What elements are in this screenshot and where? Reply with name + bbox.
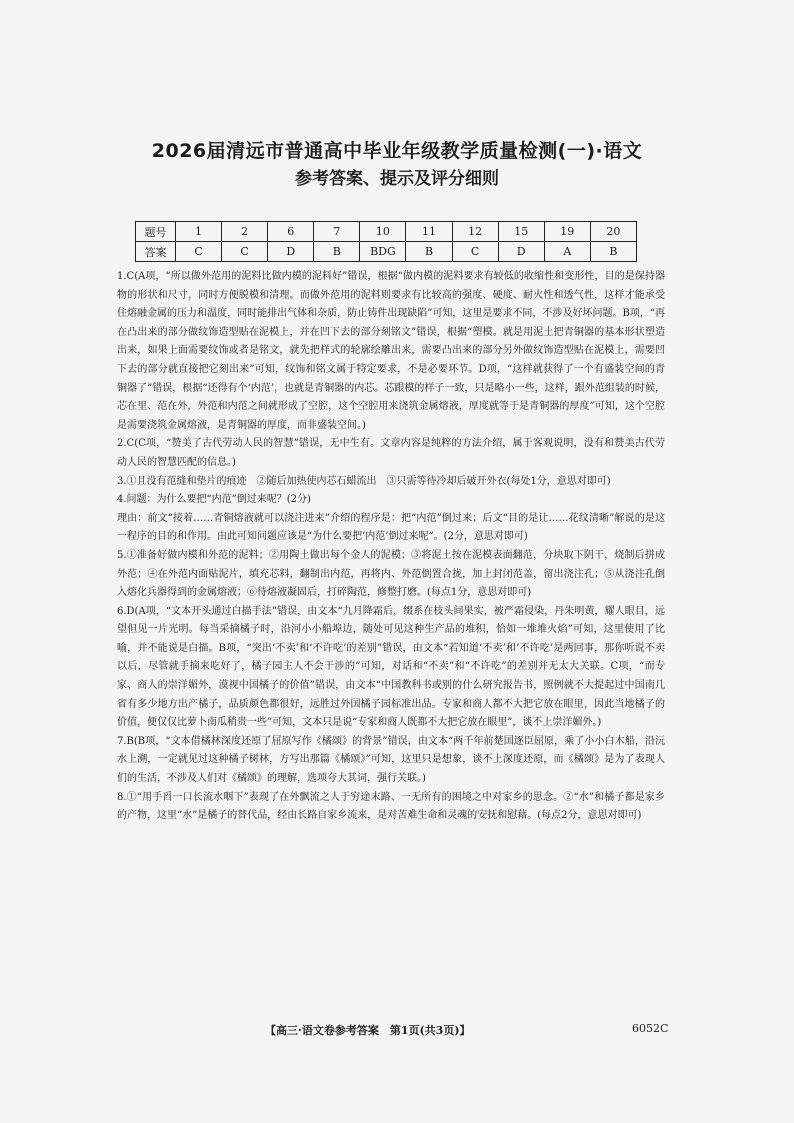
question-1-explanation: 1.C(A项，“所以做外范用的泥料比做内模的泥料好”错误，根据“做内模的泥料要求有较低的收缩性和变形性，目的是保持器物的形状和尺寸，同时方便脱模和清理。而做外范用的泥料则要求有比较高的强度、硬度、耐火性和透气性，这样才能承受住熔融金属的压力和温度，同时能排出气体和杂质，防止铸件出现缺陷”可知，这里是要求不同，不涉及好坏问题。B项，“再在凸出来的部分做纹饰造型贴在泥模上，并在凹下去的部分刻铭文”错误，根据“塑模。就是用泥土把青铜器的基本形状塑造出来，如果上面需要纹饰或者是铭文，就先把样式的轮廓绘雕出来，需要凸出来的部分另外做纹饰造型贴在泥模上，需要凹下去的部分就直接把它刻出来”可知，纹饰和铭文属于特定要求，不是必要环节。D项，“这样就获得了一个有盛装空间的青铜器了”错误，根据“还得有个‘内范’，也就是青铜器的内芯。芯跟模的样子一致，只是略小一些，这样，跟外范组装的时候，芯在里、范在外，外范和内范之间就形成了空腔，这个空腔用来浇筑金属熔液，厚度就等于是青铜器的厚度”可知，这个空腔是需要浇筑金属熔液，是青铜器的厚度，而非盛装空间。)	[117, 271, 665, 431]
question-number: 15	[498, 222, 544, 242]
question-5-explanation: 5.①准备好做内模和外范的泥料；②用陶土做出每个金人的泥模；③将泥土按在泥模表面翻范，分块取下阴干，烧制后拼成外范；④在外范内面贴泥片，填充芯料，翻制出内范，再将内、外范倒置合拢，加上封闭范盖，留出浇注孔；⑤从浇注孔倒入熔化兵器得到的金属熔液；⑥待熔液凝固后，打碎陶范，修整打磨。(每点1分，意思对即可)	[117, 549, 665, 599]
answer-cell: B	[590, 242, 636, 262]
footer-code: 6052C	[632, 1022, 669, 1035]
answer-cell: B	[314, 242, 360, 262]
question-7-explanation: 7.B(B项，“文本借橘林深度还原了屈原写作《橘颂》的背景”错误，由文本“两千年前楚国逐臣屈原，乘了小小白木船，沿沅水上溯，一定就见过这种橘子树林，方写出那篇《橘颂》”可知，这里只是想象，谈不上深度还原，而《橘颂》是为了表现人们的生活，不涉及人们对《橘颂》的理解，选项夸大其词，强行关联。)	[117, 735, 665, 785]
question-number: 7	[314, 222, 360, 242]
row-label: 题号	[136, 222, 176, 242]
answer-row	[136, 242, 637, 262]
answer-cell: BDG	[360, 242, 406, 262]
question-2-explanation: 2.C(C项，“赞美了古代劳动人民的智慧”错误，无中生有。文章内容是纯粹的方法介绍，属于客观说明，没有和赞美古代劳动人民的智慧匹配的信息。)	[117, 438, 665, 468]
question-number: 1	[176, 222, 222, 242]
answer-cell: A	[544, 242, 590, 262]
question-number: 6	[268, 222, 314, 242]
answer-explanations	[117, 268, 665, 826]
question-number: 11	[406, 222, 452, 242]
question-number: 19	[544, 222, 590, 242]
question-3-explanation: 3.①且没有范缝和垫片的痕迹 ②随后加热使内芯石蜡流出 ③只需等待冷却后破开外衣(每处1分，意思对即可)	[117, 475, 611, 487]
question-number: 2	[222, 222, 268, 242]
footer-page-info: 【高三·语文卷参考答案 第1页(共3页)】	[265, 1024, 471, 1037]
question-number: 10	[360, 222, 406, 242]
answer-cell: C	[222, 242, 268, 262]
answer-cell: B	[406, 242, 452, 262]
row-label: 答案	[136, 242, 176, 262]
question-number-row	[136, 222, 637, 242]
answer-cell: D	[268, 242, 314, 262]
answer-table	[135, 221, 637, 262]
answer-cell: D	[498, 242, 544, 262]
question-4-explanation: 4.问题：为什么要把“内范”倒过来呢？(2分) 理由：前文“接着……青铜熔液就可以浇注进来”介绍的程序是：把“内范”倒过来；后文“目的是让……花纹清晰”解说的是这一程序的目的和作用。由此可知问题应该是“为什么要把‘内范’倒过来呢”。(2分，意思对即可)	[117, 494, 665, 543]
page-subtitle: 参考答案、提示及评分细则	[295, 169, 499, 189]
question-number: 20	[590, 222, 636, 242]
answer-cell: C	[176, 242, 222, 262]
question-number: 12	[452, 222, 498, 242]
answer-cell: C	[452, 242, 498, 262]
page-title: 2026届清远市普通高中毕业年级教学质量检测(一)·语文	[151, 140, 643, 162]
question-8-explanation: 8.①“用手舀一口长流水咽下”表现了在外飘流之人于穷途末路、一无所有的困境之中对家乡的思念。②“水”和橘子都是家乡的产物，这里“水”是橘子的替代品，经由长路自家乡流来，是对苦难生命和灵魂的安抚和慰藉。(每点2分，意思对即可)	[117, 791, 665, 822]
question-6-explanation: 6.D(A项，“文本开头通过白描手法”错误，由文本“九月降霜后，缀系在枝头间果实，被严霜侵染，丹朱明黄，耀人眼目，远望但见一片光明。每当采摘橘子时，沿河小小船埠边，随处可见这种生产品的堆积，恰如一堆堆火焰”可知，这里使用了比喻，并不能说是白描。B项，“突出‘不卖’和‘不许吃’的差别”错误，由文本“若知道‘不卖’和‘不许吃’是两回事，那你听说不卖以后，尽管就手摘来吃好了，橘子园主人不会干涉的”可知，对话和“不卖”和“不许吃”的差别并无太大关联。C项，“而专家、商人的崇洋媚外，漠视中国橘子的价值”错误，由文本“中国教科书或别的什么研究报告书，照例就不大提起过中国南几省有多少地方出产橘子，品质颜色都很好，远胜过外国橘子园标准出品。专家和商人都不大把它放在眼里，因此当地橘子的价值，便仅仅比萝卜南瓜稍贵一些”可知，文本只是说“专家和商人既都不大把它放在眼里”，谈不上崇洋媚外。)	[117, 605, 665, 729]
